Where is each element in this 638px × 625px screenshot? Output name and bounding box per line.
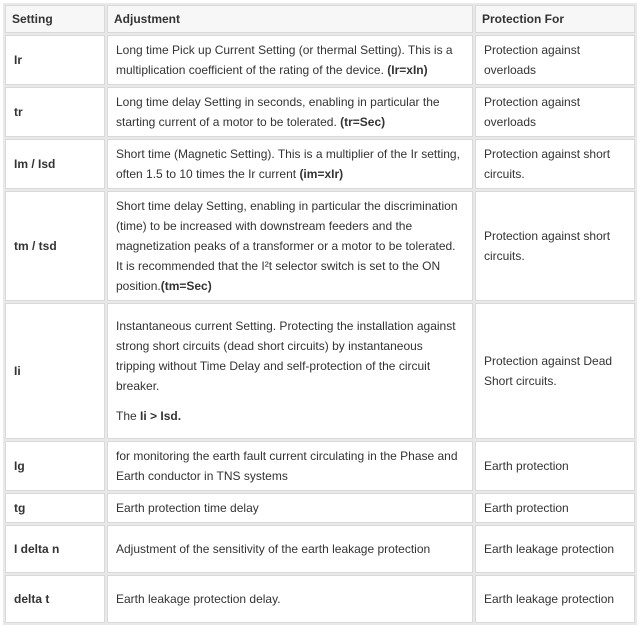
setting-cell: tr	[5, 87, 105, 137]
setting-cell: delta t	[5, 575, 105, 623]
adjustment-text: Long time delay Setting in seconds, enabling in particular the starting current of a motor to be tolerated.	[116, 95, 440, 129]
setting-cell: Ii	[5, 303, 105, 439]
adjustment-formula: (im=xIr)	[299, 167, 344, 181]
protection-cell: Protection against overloads	[475, 87, 635, 137]
table-row	[5, 493, 635, 523]
table-row	[5, 35, 635, 85]
adjustment-text: Instantaneous current Setting. Protecting the installation against strong short circuits (dead short circuits) by instantaneous tripping without Time Delay and self-protection of the circuit breaker.	[116, 319, 456, 393]
breaker-settings-table	[3, 3, 637, 625]
table-row	[5, 191, 635, 301]
adjustment-cell	[107, 87, 473, 137]
adjustment-cell: for monitoring the earth fault current circulating in the Phase and Earth conductor in TNS systems	[107, 441, 473, 491]
protection-cell: Protection against short circuits.	[475, 139, 635, 189]
adjustment-cell	[107, 35, 473, 85]
header-protection: Protection For	[475, 5, 635, 33]
protection-cell: Earth leakage protection	[475, 575, 635, 623]
note-bold: Ii > Isd.	[140, 409, 182, 423]
adjustment-cell	[107, 139, 473, 189]
adjustment-cell: Earth protection time delay	[107, 493, 473, 523]
adjustment-note	[116, 406, 464, 426]
adjustment-text: Short time delay Setting, enabling in particular the discrimination (time) to be increased with downstream feeders and the magnetization peaks of a transformer or a motor to be tolerated. It is recommended that the I²t selector switch is set to the ON position.	[116, 199, 458, 293]
table-row	[5, 441, 635, 491]
protection-cell: Earth protection	[475, 493, 635, 523]
setting-cell: Ig	[5, 441, 105, 491]
adjustment-formula: (tr=Sec)	[340, 115, 386, 129]
adjustment-text: Short time (Magnetic Setting). This is a multiplier of the Ir setting, often 1.5 to 10 times the Ir current	[116, 147, 460, 181]
setting-cell: tm / tsd	[5, 191, 105, 301]
adjustment-formula: (Ir=xIn)	[387, 63, 428, 77]
setting-cell: I delta n	[5, 525, 105, 573]
setting-cell: tg	[5, 493, 105, 523]
adjustment-cell	[107, 191, 473, 301]
header-adjustment: Adjustment	[107, 5, 473, 33]
table-row	[5, 525, 635, 573]
table-row	[5, 139, 635, 189]
table-row	[5, 87, 635, 137]
protection-cell: Protection against short circuits.	[475, 191, 635, 301]
adjustment-cell: Earth leakage protection delay.	[107, 575, 473, 623]
adjustment-formula: (tm=Sec)	[160, 279, 212, 293]
protection-cell: Earth leakage protection	[475, 525, 635, 573]
protection-cell: Earth protection	[475, 441, 635, 491]
header-row	[5, 5, 635, 33]
adjustment-cell: Adjustment of the sensitivity of the earth leakage protection	[107, 525, 473, 573]
adjustment-cell	[107, 303, 473, 439]
protection-cell: Protection against overloads	[475, 35, 635, 85]
protection-cell: Protection against Dead Short circuits.	[475, 303, 635, 439]
table-row	[5, 303, 635, 439]
setting-cell: Ir	[5, 35, 105, 85]
header-setting: Setting	[5, 5, 105, 33]
adjustment-text: Long time Pick up Current Setting (or thermal Setting). This is a multiplication coefficient of the rating of the device.	[116, 43, 453, 77]
note-prefix: The	[116, 409, 137, 423]
table-row	[5, 575, 635, 623]
setting-cell: Im / Isd	[5, 139, 105, 189]
